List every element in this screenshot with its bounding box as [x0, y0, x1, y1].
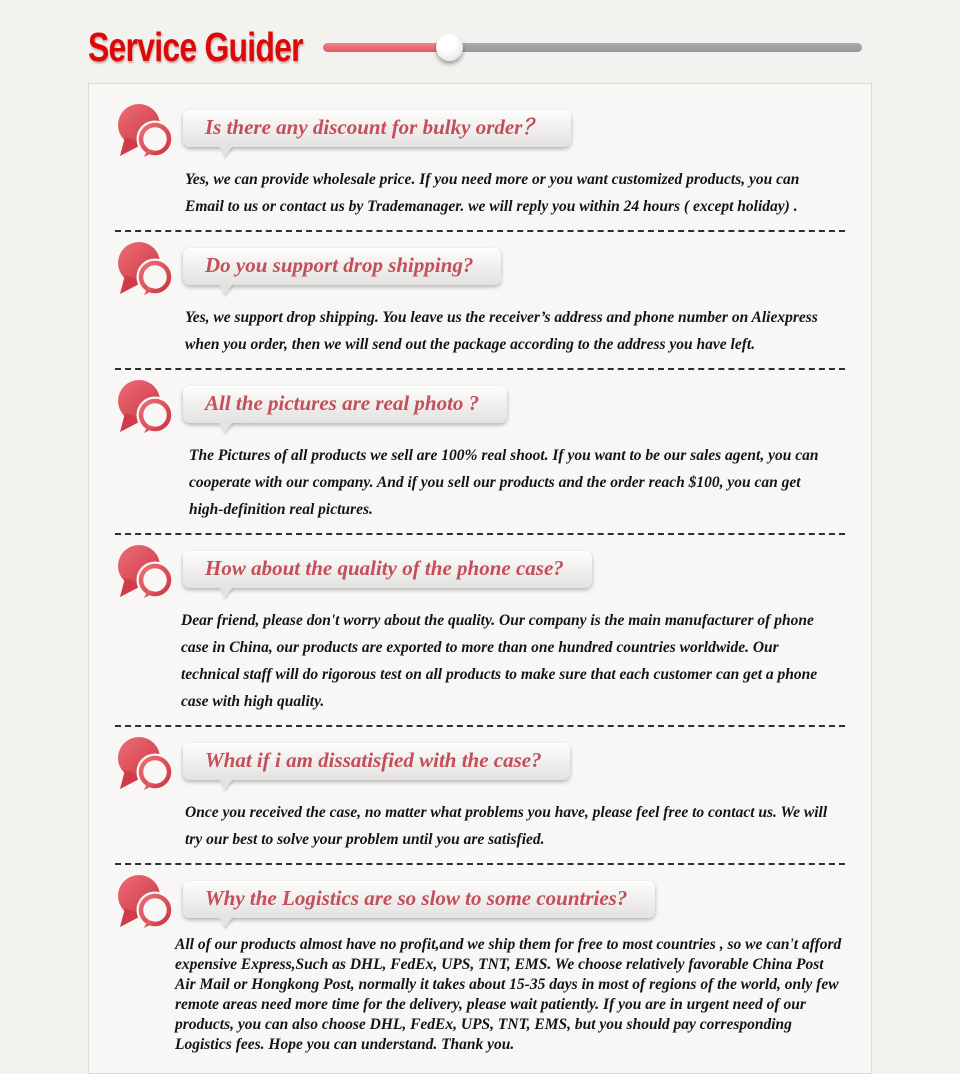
faq-item-quality: [89, 543, 871, 715]
question-bar: [183, 386, 507, 423]
question-text: How about the quality of the phone case?: [205, 556, 564, 580]
answer-text: Once you received the case, no matter what problems you have, please feel free to contact us. We will try our best to solve your problem until you are satisfied.: [185, 804, 828, 848]
slider-track: [458, 43, 862, 52]
question-row: [89, 735, 871, 793]
answer-text: Dear friend, please don't worry about the quality. Our company is the main manufacturer of phone case in China, our products are exported to more than one hundred countries worldwide. Our technical staff will do rigorous test on all products to make sure that each customer can get a phone case with high quality.: [181, 612, 818, 710]
question-bar: [183, 881, 655, 918]
faq-item-real-photo: [89, 378, 871, 523]
speech-bubbles-icon: [111, 240, 179, 298]
dashed-separator: [115, 533, 845, 535]
speech-bubbles-icon: [111, 735, 179, 793]
slider-knob: [436, 34, 463, 61]
question-text: All the pictures are real photo ?: [205, 391, 480, 415]
question-text: Is there any discount for bulky order？: [205, 115, 544, 139]
question-row: [89, 240, 871, 298]
question-bar: [183, 743, 570, 780]
page-title: Service Guider: [88, 24, 303, 70]
answer-text: Yes, we support drop shipping. You leave us the receiver’s address and phone number on Aliexpress when you order, then we will send out the package according to the address you have left.: [185, 309, 818, 353]
question-text: Do you support drop shipping?: [205, 253, 474, 277]
question-row: [89, 102, 871, 160]
speech-bubbles-icon: [111, 102, 179, 160]
dashed-separator: [115, 368, 845, 370]
faq-item-bulky-discount: [89, 102, 871, 220]
question-row: [89, 873, 871, 931]
answer-text: All of our products almost have no profit,and we ship them for free to most countries , so we can't afford expensive Express,Such as DHL, FedEx, UPS, TNT, EMS. We choose relatively favorable China Post Air Mail or Hongkong Post, normally it takes about 15-35 days in most of regions of the world, only few remote areas need more time for the delivery, please wait patiently. If you are in urgent need of our products, you can also choose DHL, FedEx, UPS, TNT, EMS, but you should pay corresponding Logistics fees. Hope you can understand. Thank you.: [175, 936, 842, 1053]
dashed-separator: [115, 863, 845, 865]
answer-text: The Pictures of all products we sell are 100% real shoot. If you want to be our sales agent, you can cooperate with our company. And if you sell our products and the order reach $100, you can get high-definition real pictures.: [189, 447, 819, 518]
question-bar: [183, 551, 592, 588]
dashed-separator: [115, 725, 845, 727]
decorative-slider: [323, 34, 862, 61]
faq-item-drop-shipping: [89, 240, 871, 358]
slider-progress-bar: [323, 43, 441, 52]
speech-bubbles-icon: [111, 378, 179, 436]
question-row: [89, 543, 871, 601]
question-bar: [183, 110, 571, 147]
faq-panel: [88, 83, 872, 1074]
question-text: What if i am dissatisfied with the case?: [205, 748, 542, 772]
question-text: Why the Logistics are so slow to some countries?: [205, 886, 628, 910]
faq-item-logistics: [89, 873, 871, 1055]
question-row: [89, 378, 871, 436]
speech-bubbles-icon: [111, 543, 179, 601]
faq-item-dissatisfied: [89, 735, 871, 853]
question-bar: [183, 248, 501, 285]
answer-text: Yes, we can provide wholesale price. If you need more or you want customized products, you can Email to us or contact us by Trademanager. we will reply you within 24 hours ( except holiday) .: [185, 171, 800, 215]
dashed-separator: [115, 230, 845, 232]
speech-bubbles-icon: [111, 873, 179, 931]
header: [0, 0, 960, 70]
